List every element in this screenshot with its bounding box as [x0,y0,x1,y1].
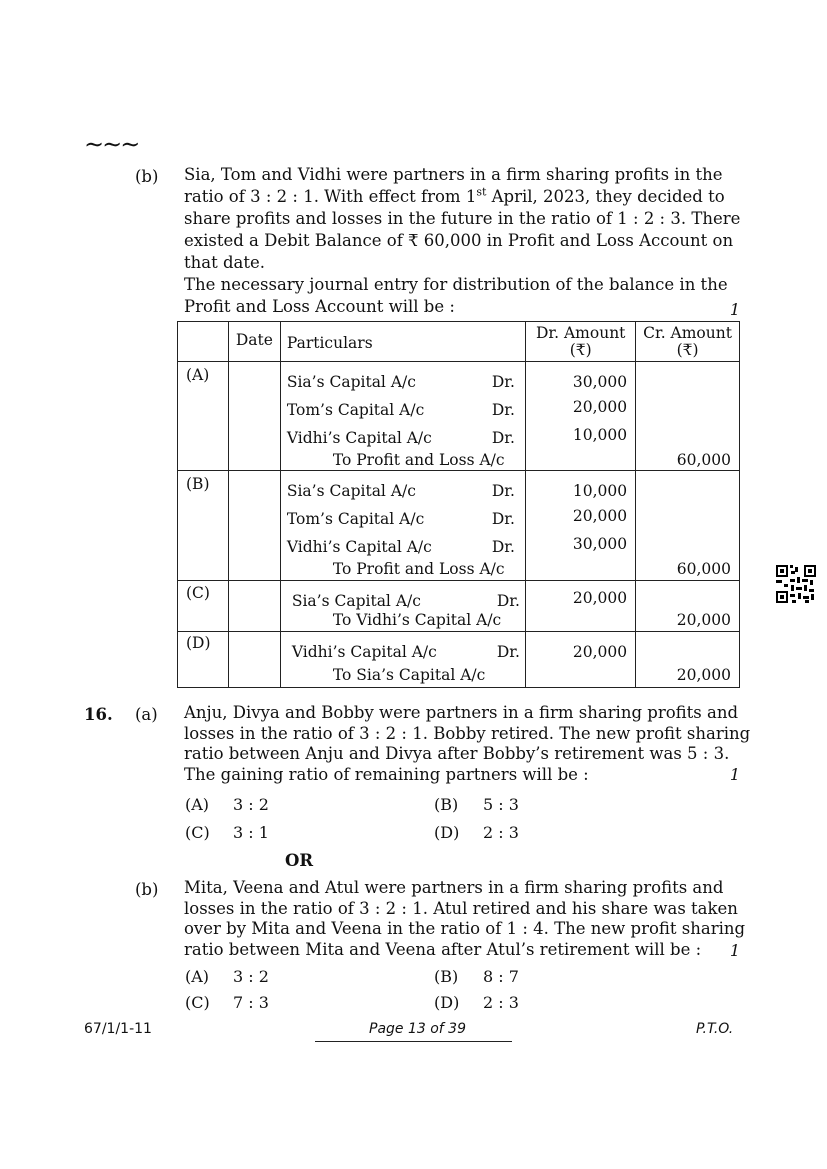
q16a-line: Anju, Divya and Bobby were partners in a firm sharing profits and [184,703,739,722]
date-cell [228,362,280,471]
q16a-option: (C) 3 : 1 [185,823,269,842]
dr-amount-cell: 30,000 20,000 10,000 [526,362,636,471]
q16b-text [184,878,746,960]
q15b-line: The necessary journal entry for distribution of the balance in the [184,275,728,294]
table-row [178,471,740,581]
particulars-cell: Sia’s Capital A/c Dr. Tom’s Capital A/c Dr. Vidhi’s Capital A/c Dr. To Profit and Loss A/c [280,471,525,581]
particulars-cell: Sia’s Capital A/c Dr. To Vidhi’s Capital A/c [280,581,525,632]
q16b-line: Mita, Veena and Atul were partners in a firm sharing profits and [184,878,724,897]
option-label: (B) [178,471,229,581]
pto-label: P.T.O. [696,1021,734,1037]
q16a-option: (D) 2 : 3 [434,823,519,842]
date-cell [228,581,280,632]
cr-amount-cell: 60,000 [636,362,740,471]
dr-amount-cell: 10,000 20,000 30,000 [526,471,636,581]
date-cell [228,471,280,581]
journal-entry-table [177,321,740,688]
particulars-cell: Vidhi’s Capital A/c Dr. To Sia’s Capital A/c [280,632,525,688]
q15b-line: that date. [184,253,266,272]
q15b-line: share profits and losses in the future in the ratio of 1 : 2 : 3. There [184,209,741,228]
q16b-line: over by Mita and Veena in the ratio of 1 : 4. The new profit sharing [184,919,746,938]
q15b-line: ratio of 3 : 2 : 1. With effect from 1st April, 2023, they decided to [184,185,725,206]
q16a-option: (B) 5 : 3 [434,795,519,814]
q16b-option: (D) 2 : 3 [434,993,519,1012]
paper-code: 67/1/1-11 [84,1021,152,1037]
or-separator: OR [285,851,314,870]
q15b-line: Sia, Tom and Vidhi were partners in a firm sharing profits in the [184,165,723,184]
table-row [178,362,740,471]
table-header-row [178,322,740,362]
q16b-line: losses in the ratio of 3 : 2 : 1. Atul retired and his share was taken [184,898,738,918]
q16a-label: (a) [135,705,158,724]
q16b-label: (b) [135,880,159,899]
q16a-marks: 1 [729,765,740,784]
date-cell [228,632,280,688]
q16b-line: ratio between Mita and Veena after Atul’s retirement will be : [184,939,702,959]
q16a-text [184,703,751,785]
table-row [178,632,740,688]
dr-amount-cell: 20,000 [526,632,636,688]
footer-rule [315,1041,512,1042]
q16a-option: (A) 3 : 2 [185,795,269,814]
header-dr-amount: Dr. Amount (₹) [526,322,636,362]
squiggle-mark: ∼∼∼ [84,130,139,158]
header-particulars: Particulars [280,322,525,362]
q16b-marks: 1 [729,941,740,960]
q16a-line: ratio between Anju and Divya after Bobby’s retirement was 5 : 3. [184,744,730,763]
q16b-option: (C) 7 : 3 [185,993,269,1012]
q15b-label: (b) [135,167,159,186]
header-cr-amount: Cr. Amount (₹) [636,322,740,362]
q16b-option: (B) 8 : 7 [434,967,519,986]
cr-amount-cell: 20,000 [636,581,740,632]
q16b-option: (A) 3 : 2 [185,967,269,986]
table-row [178,581,740,632]
header-option [178,322,229,362]
option-label: (D) [178,632,229,688]
q16a-line: The gaining ratio of remaining partners will be : [184,764,589,784]
option-label: (C) [178,581,229,632]
q15b-marks: 1 [729,300,740,319]
page-number: Page 13 of 39 [369,1021,466,1037]
q15b-line: existed a Debit Balance of ₹ 60,000 in Profit and Loss Account on [184,231,734,250]
option-label: (A) [178,362,229,471]
q15b-text [184,164,741,318]
particulars-cell: Sia’s Capital A/c Dr. Tom’s Capital A/c Dr. Vidhi’s Capital A/c Dr. To Profit and Loss A/c [280,362,525,471]
cr-amount-cell: 20,000 [636,632,740,688]
qr-code-icon [776,565,816,603]
cr-amount-cell: 60,000 [636,471,740,581]
q15b-line: Profit and Loss Account will be : [184,297,455,316]
dr-amount-cell: 20,000 [526,581,636,632]
header-date: Date [228,322,280,362]
q16a-line: losses in the ratio of 3 : 2 : 1. Bobby retired. The new profit sharing [184,723,751,743]
q16-number: 16. [84,705,113,724]
